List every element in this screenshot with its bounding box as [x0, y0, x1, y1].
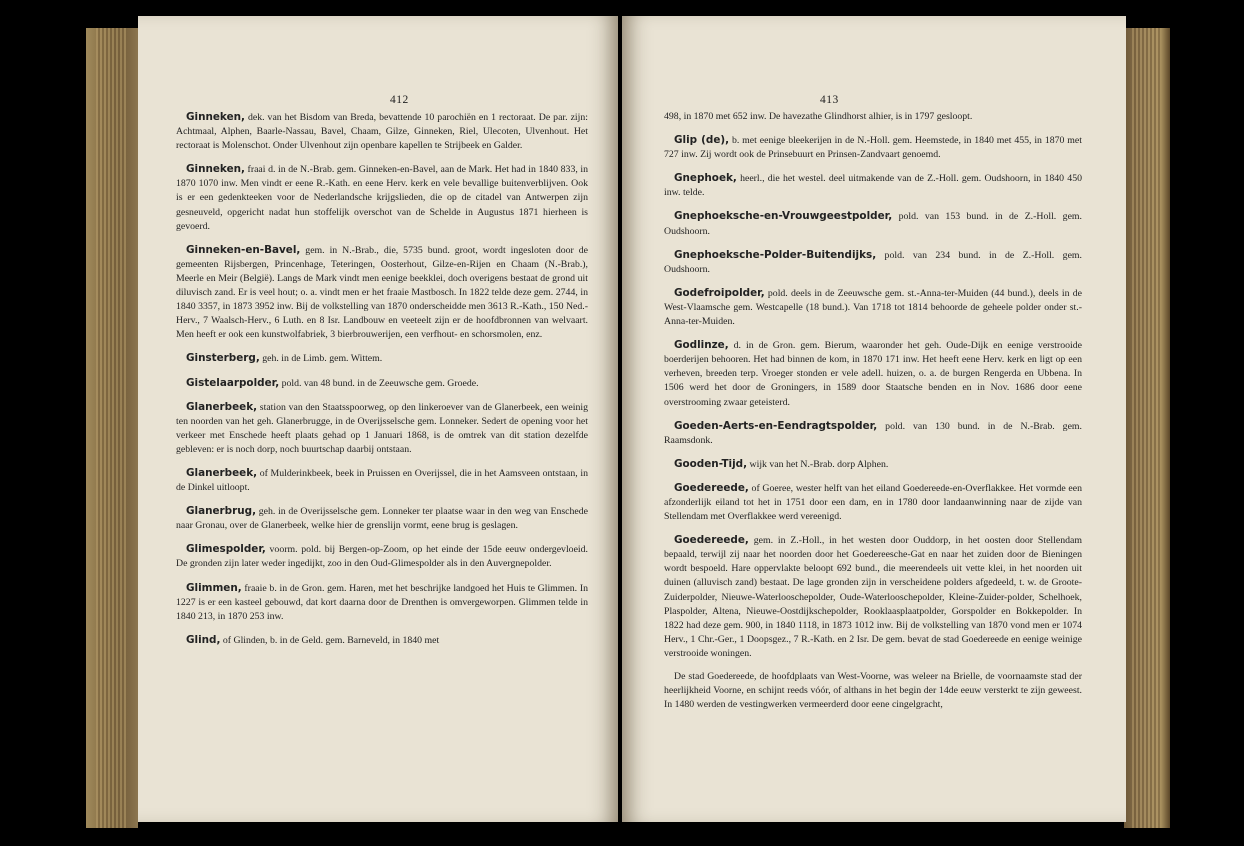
dictionary-entry [664, 248, 1082, 277]
dictionary-entry [176, 400, 588, 457]
entry-text: pold. van 130 bund. in de N.-Brab. gem. Raamsdonk. [664, 420, 1082, 446]
dictionary-entry [176, 243, 588, 343]
dictionary-entry [664, 533, 1082, 661]
entry-headword: Gooden-Tijd, [674, 457, 748, 470]
entry-text: wijk van het N.-Brab. dorp Alphen. [747, 458, 889, 470]
entry-headword: Ginneken, [186, 163, 245, 176]
dictionary-entry [664, 171, 1082, 200]
entry-headword: Godlinze, [674, 339, 729, 352]
dictionary-entry [176, 162, 588, 233]
dictionary-entry [176, 633, 588, 648]
entry-headword: Glip (de), [674, 134, 730, 147]
page-number: 412 [390, 94, 409, 106]
dictionary-entry [664, 457, 1082, 472]
entry-text: fraaie b. in de Gron. gem. Haren, met het beschrijke landgoed het Huis te Glimmen. In 1227 is er een kasteel gebouwd, dat kort daarna door de Drenthen is omvergeworpen. Glimmen telde in 1840 213, in 1870 253 inw. [176, 582, 588, 622]
entry-headword: Goedereede, [674, 481, 749, 494]
entry-headword: Gnephoek, [674, 172, 737, 185]
dictionary-entry [664, 481, 1082, 524]
dictionary-entry [176, 581, 588, 624]
entry-headword: Ginneken-en-Bavel, [186, 243, 301, 256]
dictionary-entry [176, 376, 588, 391]
dictionary-entry [176, 466, 588, 495]
entry-headword: Glimespolder, [186, 543, 266, 556]
dictionary-entry [664, 286, 1082, 329]
closing-paragraph: De stad Goedereede, de hoofdplaats van West-Voorne, was weleer na Brielle, de voornaamste stad der heerlijkheid Voorne, en schijnt reeds vóór, of althans in het begin der 14de eeuw versterkt te zijn geweest. In 1480 werden de vestingwerken vermeerderd door eene cingelgracht, [664, 671, 1082, 711]
entry-text: b. met eenige bleekerijen in de N.-Holl. gem. Heemstede, in 1840 met 455, in 1870 met 727 inw. Zij wordt ook de Prinsebuurt en Prinsen-Zandvaart genoemd. [664, 135, 1082, 161]
dictionary-entry [664, 209, 1082, 238]
right-text-column [664, 110, 1082, 712]
dictionary-entry [176, 351, 588, 366]
entry-headword: Godefroipolder, [674, 286, 765, 299]
entry-headword: Glimmen, [186, 581, 242, 594]
page-number: 413 [820, 94, 839, 106]
dictionary-entry [664, 338, 1082, 409]
entry-headword: Ginneken, [186, 111, 245, 123]
entry-text: fraai d. in de N.-Brab. gem. Ginneken-en-Bavel, aan de Mark. Het had in 1840 833, in 1870 1070 inw. Men vindt er eene R.-Kath. en eene Herv. kerk en vele bevallige buitenverblijven. Ook is er een gedenkteeken voor de Nederlandsche krijgslieden, die op de citadel van Antwerpen zijn gesneuveld, opgericht nadat hun stoffelijk overschot van de Schelde in Augustus 1871 hierheen is gevoerd. [176, 164, 588, 232]
entry-text: d. in de Gron. gem. Bierum, waaronder het geh. Oude-Dijk en eenige verstrooide boerderijen behooren. Het had binnen de kom, in 1870 171 inw. Het heeft eene Herv. kerk en ligt op een verheven, breeden terp. Vroeger stonden er vele adell. huizen, o. a. de burgen Rengerda en Ubbena. In 1506 werd het door de Groningers, in 1589 door Staatsche benden en in Nov. 1686 door eene overstrooming zwaar geteisterd. [664, 340, 1082, 408]
entry-text: of Goeree, wester helft van het eiland Goedereede-en-Overflakkee. Het vormde een afzonderlijk eiland tot het in 1751 door een dam, en in 1780 door landaanwinning naar de zijde van Stellendam met Overflakkee werd vereenigd. [664, 482, 1082, 523]
entry-text: heerl., die het westel. deel uitmakende van de Z.-Holl. gem. Oudshoorn, in 1840 450 inw. telde. [664, 173, 1082, 199]
dictionary-entry [176, 542, 588, 571]
left-text-column [176, 110, 588, 657]
dictionary-entry [664, 419, 1082, 448]
entry-headword: Gnephoeksche-en-Vrouwgeestpolder, [674, 210, 893, 223]
entry-text: geh. in de Limb. gem. Wittem. [259, 353, 383, 365]
entry-headword: Goeden-Aerts-en-Eendragtspolder, [674, 419, 878, 432]
entry-headword: Goedereede, [674, 534, 749, 547]
entry-headword: Glanerbeek, [186, 400, 258, 413]
entry-text: pold. van 234 bund. in de Z.-Holl. gem. Oudshoorn. [664, 249, 1082, 275]
book-right-page-edges [1124, 28, 1170, 828]
entry-text: station van den Staatsspoorweg, op den linkeroever van de Glanerbeek, een weinig ten noorden van het geh. Glanerbrugge, in de Overijsselsche gem. Lonneker. Sedert de opening voor het verkeer met Enschede heeft plaats gehad op 1 Januari 1868, is de omtrek van dit station dezelfde gebleven: er is noch dorp, noch buurtschap daarbij ontstaan. [176, 401, 588, 455]
entry-text: pold. van 153 bund. in de Z.-Holl. gem. Oudshoorn. [664, 211, 1082, 237]
entry-headword: Glanerbeek, [186, 466, 258, 479]
entry-headword: Gnephoeksche-Polder-Buitendijks, [674, 248, 877, 261]
entry-text: gem. in N.-Brab., die, 5735 bund. groot, wordt ingesloten door de gemeenten Rijsbergen, Princenhage, Teteringen, Oosterhout, Gilze-en-Rijen en Chaam (N.-Brab.), Meerle en Meir (België). Langs de Mark vindt men eenige beekklei, doch overigens bestaat de grond uit diluvisch zand. Er is veel hout; o. a. vindt men er het fraaie Mastbosch. In 1822 telde deze gem. 2744, in 1840 3357, in 1873 3952 inw. Bij de volkstelling van 1870 onderscheidde men 3613 R.-Kath., 150 Ned.-Herv., 7 Waalsch-Herv., 6 Luth. en 8 Isr. Landbouw en veeteelt zijn er de hoofdbronnen van welvaart. Men heeft er ook een kunstwolfabriek, 3 bierbrouwerijen, een verfhout- en schorsmolen, enz. [176, 244, 588, 341]
entry-text: geh. in de Overijsselsche gem. Lonneker ter plaatse waar in den weg van Enschede naar Gronau, over de Glanerbeek, welke hier de grenslijn vormt, eene brug is geslagen. [176, 506, 588, 532]
continuation-text: 498, in 1870 met 652 inw. De havezathe Glindhorst alhier, is in 1797 gesloopt. [664, 111, 973, 122]
book-left-page-edges [86, 28, 138, 828]
entry-headword: Glind, [186, 633, 221, 646]
right-page [622, 16, 1126, 822]
entry-text: dek. van het Bisdom van Breda, bevattende 10 parochiën en 1 rectoraat. De par. zijn: Achtmaal, Alphen, Baarle-Nassau, Bavel, Chaam, Gilze, Ginneken, Riel, Ulecoten, Ulvenhout. Het rectoraat is Molenschot. Onder Ulvenhout zijn openbare kapellen te Strijbeek en Galder. [176, 112, 588, 152]
dictionary-entry [176, 504, 588, 533]
left-page [138, 16, 618, 822]
entry-text: pold. deels in de Zeeuwsche gem. st.-Anna-ter-Muiden (44 bund.), deels in de West-Vlaamsche gem. Westcapelle (18 bund.). Van 1718 tot 1814 behoorde de geheele polder onder st.-Anna-ter-Muiden. [664, 287, 1082, 328]
entry-headword: Glanerbrug, [186, 505, 257, 518]
entry-headword: Gistelaarpolder, [186, 376, 280, 389]
entry-headword: Ginsterberg, [186, 352, 260, 365]
entry-text: pold. van 48 bund. in de Zeeuwsche gem. Groede. [279, 377, 479, 389]
dictionary-entry [176, 110, 588, 153]
entry-text: of Glinden, b. in de Geld. gem. Barneveld, in 1840 met [220, 634, 440, 646]
entry-text: gem. in Z.-Holl., in het westen door Ouddorp, in het oosten door Stellendam bepaald, terwijl zij naar het noorden door het Goedereesche-Gat en naar het zuiden door de Bieningen wordt bespoeld. Hare oppervlakte beloopt 692 bund., die meerendeels uit vette klei, in het noorden uit duinen (alluvisch zand) bestaat. De lage gronden zijn in verscheidene polders afgedeeld, t. w. de Groote-Zuiderpolder, Nieuwe-Waterlooschepolder, Oude-Waterlooschepolder, Kleine-Zuider-polder, Schelhoek, Plaspolder, Altena, Nieuwe-Oostdijkschepolder, Rooklaasplaatpolder, Gorspolder en Bokkepolder. In 1822 had deze gem. 900, in 1840 1118, in 1873 1012 inw. Bij de volkstelling van 1870 vond men er 1074 Herv., 1 Chr.-Ger., 1 Doopsgez., 7 R.-Kath. en 2 Isr. De gem. bevat de stad Goedereede en eenige weinige verstrooide woningen. [664, 535, 1082, 659]
entry-text: voorm. pold. bij Bergen-op-Zoom, op het einde der 15de eeuw ondergevloeid. De gronden zijn later weder ingedijkt, zoo in den Oud-Glimespolder als in den Auvergnepolder. [176, 544, 588, 570]
dictionary-entry [664, 133, 1082, 162]
entry-text: of Mulderinkbeek, beek in Pruissen en Overijssel, die in het Aamsveen ontstaan, in de Dinkel uitloopt. [176, 467, 588, 494]
